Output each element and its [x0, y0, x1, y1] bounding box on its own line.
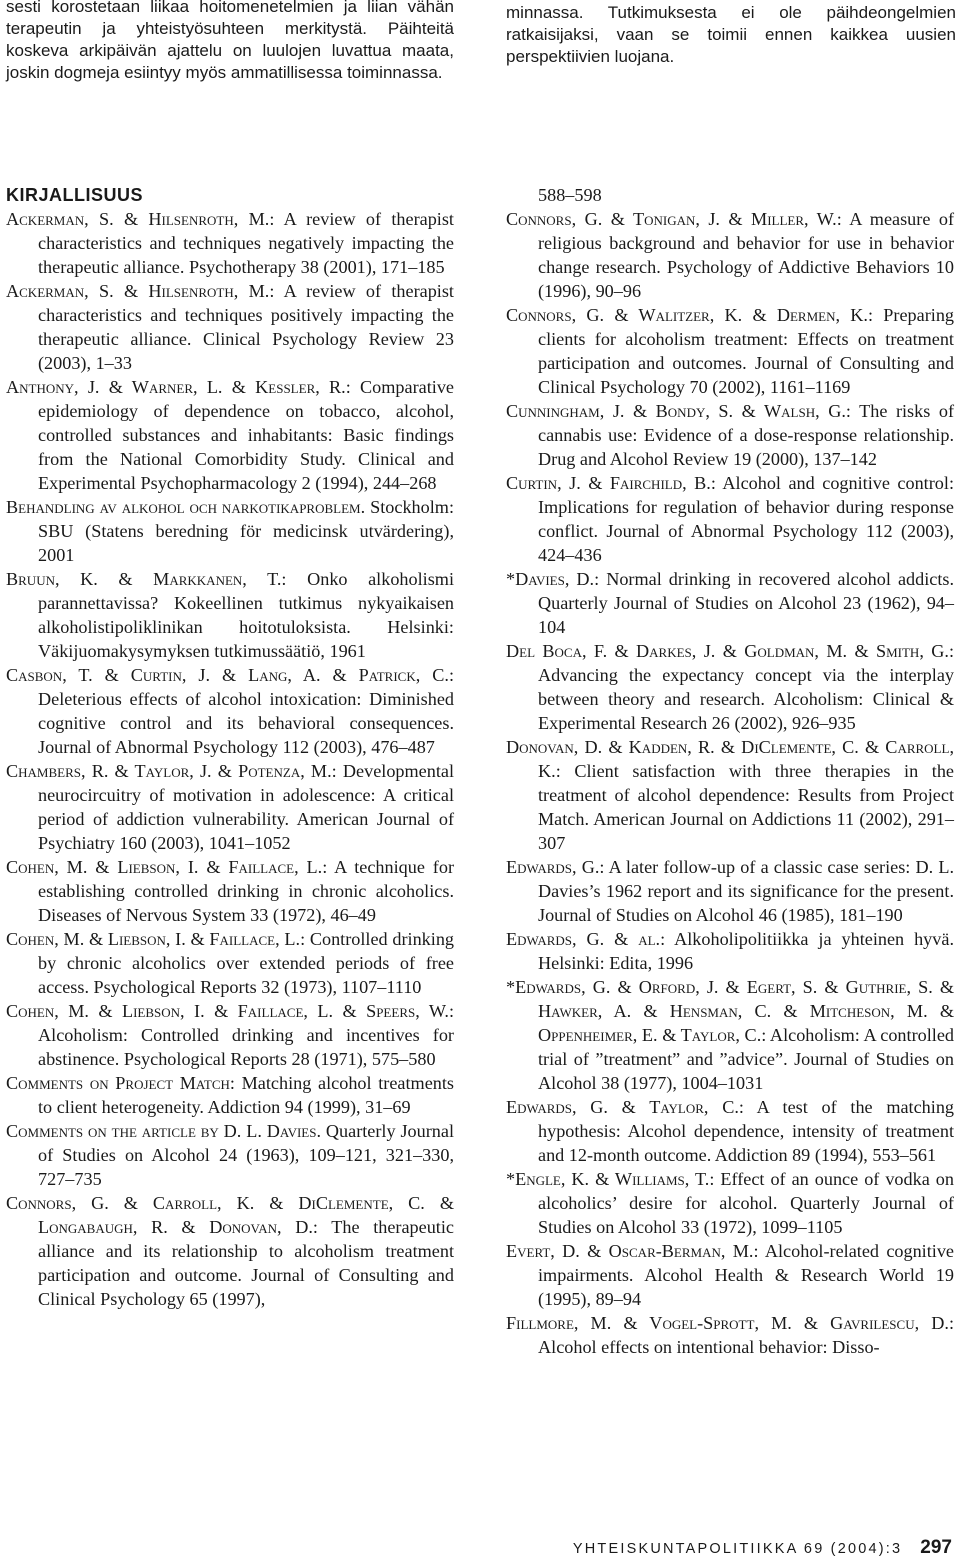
reference-authors: *Davies, D. — [506, 569, 595, 589]
reference-entry — [506, 975, 954, 1095]
reference-details: : A review of therapist characteristics and techniques negatively impacting the therapeutic alliance. Psychotherapy 38 (2001), 171–185 — [38, 209, 454, 277]
reference-details: : Alcohol effects on intentional behavior: Disso- — [538, 1313, 954, 1357]
reference-authors: Behandling av alkohol och narkotikaproblem — [6, 497, 361, 517]
reference-details: : The risks of cannabis use: Evidence of a dose-response relationship. Drug and Alcohol Review 19 (2000), 137–142 — [538, 401, 954, 469]
reference-authors: Fillmore, M. & Vogel-Sprott, M. & Gavrilescu, D. — [506, 1313, 949, 1333]
reference-entry — [506, 567, 954, 639]
reference-details: : Onko alkoholismi parannettavissa? Kokeellinen tutkimus nykyaikaisen alkoholistipoliklinikan hoitotuloksista. Helsinki: Väkijuomakysymyksen tutkimussäätiö, 1961 — [38, 569, 454, 661]
reference-entry — [6, 207, 454, 279]
reference-authors: Anthony, J. & Warner, L. & Kessler, R. — [6, 377, 346, 397]
reference-authors: Cohen, M. & Liebson, I. & Faillace, L. & Speers, W. — [6, 1001, 449, 1021]
reference-entry — [506, 207, 954, 303]
reference-authors: Evert, D. & Oscar-Berman, M. — [506, 1241, 754, 1261]
reference-continuation: 588–598 — [538, 185, 602, 205]
reference-details: : Controlled drinking by chronic alcoholics over extended periods of free access. Psychological Reports 32 (1973), 1107–1110 — [38, 929, 455, 997]
reference-entry — [6, 999, 454, 1071]
reference-entry — [506, 855, 954, 927]
reference-entry — [506, 1239, 954, 1311]
reference-entry — [6, 927, 454, 999]
reference-details: : A test of the matching hypothesis: Alcohol dependence, intensity of treatment and 12-month outcome. Addiction 89 (1994), 553–561 — [538, 1097, 955, 1165]
reference-entry — [6, 567, 454, 663]
reference-entry — [6, 495, 454, 567]
reference-authors: Connors, G. & Carroll, K. & DiClemente, C. & Longabaugh, R. & Donovan, D. — [6, 1193, 454, 1237]
reference-authors: Cunningham, J. & Bondy, S. & Walsh, G. — [506, 401, 846, 421]
reference-authors: Connors, G. & Tonigan, J. & Miller, W. — [506, 209, 837, 229]
reference-details: : The therapeutic alliance and its relationship to alcoholism treatment participation and outcome. Journal of Consulting and Clinical Psychology 65 (1997), — [38, 1217, 454, 1309]
reference-authors: Connors, G. & Walitzer, K. & Dermen, K. — [506, 305, 868, 325]
reference-details: : Preparing clients for alcoholism treatment: Effects on treatment participation and outcomes. Journal of Consulting and Clinical Psychology 70 (2002), 1161–1169 — [538, 305, 955, 397]
reference-details: : Advancing the expectancy concept via the interplay between theory and research. Alcoholism: Clinical & Experimental Research 26 (2002), 926–935 — [538, 641, 954, 733]
reference-authors: Curtin, J. & Fairchild, B. — [506, 473, 711, 493]
reference-details: : Deleterious effects of alcohol intoxication: Diminished cognitive control and its behavioral consequences. Journal of Abnormal Psychology 112 (2003), 476–487 — [38, 665, 454, 757]
reference-details: : A measure of religious background and behavior for use in behavior change research. Psychology of Addictive Behaviors 10 (1996), 90–96 — [538, 209, 955, 301]
reference-details: : Alcohol-related cognitive impairments. Alcohol Health & Research World 19 (1995), 89–94 — [538, 1241, 955, 1309]
reference-authors: Cohen, M. & Liebson, I. & Faillace, L. — [6, 929, 301, 949]
references-left-column — [6, 183, 454, 1311]
reference-entry — [6, 1119, 454, 1191]
reference-authors: Chambers, R. & Taylor, J. & Potenza, M. — [6, 761, 332, 781]
reference-details: : Client satisfaction with three therapies in the treatment of alcohol dependence: Results from Project Match. American Journal on Addictions 11 (2002), 291–307 — [538, 761, 954, 853]
reference-entry — [506, 1311, 954, 1359]
reference-authors: Ackerman, S. & Hilsenroth, M. — [6, 281, 270, 301]
reference-authors: Comments on the article by D. L. Davies — [6, 1121, 317, 1141]
reference-authors: *Engle, K. & Williams, T. — [506, 1169, 710, 1189]
intro-text-left: sesti korostetaan liikaa hoitomenetelmien ja liian vähän terapeutin ja yhteistyösuhteen merkitystä. Päihteitä koskeva arkipäivän ajattelu on luulojen luvattua maata, joskin dogmeja esiintyy myös ammatillisessa toiminnassa. — [6, 0, 454, 82]
references-right-column — [506, 183, 954, 1359]
reference-entry — [6, 663, 454, 759]
reference-details: : Comparative epidemiology of dependence on tobacco, alcohol, controlled substances and inhabitants: Basic findings from the National Comorbidity Study. Clinical and Experimental Psychopharmacology 2 (1994), 244–268 — [38, 377, 454, 493]
reference-entry — [6, 279, 454, 375]
page-number: 297 — [920, 1537, 952, 1558]
reference-details: : Normal drinking in recovered alcohol addicts. Quarterly Journal of Studies on Alcohol 23 (1962), 94–104 — [538, 569, 955, 637]
reference-entry — [506, 399, 954, 471]
reference-entry — [506, 471, 954, 567]
reference-authors: Cohen, M. & Liebson, I. & Faillace, L. — [6, 857, 323, 877]
reference-entry — [6, 855, 454, 927]
reference-entry — [506, 639, 954, 735]
reference-entry — [506, 1167, 954, 1239]
page-footer — [573, 1538, 952, 1559]
reference-details: : Alkoholipolitiikka ja yhteinen hyvä. Helsinki: Edita, 1996 — [538, 929, 954, 973]
reference-entry — [506, 303, 954, 399]
reference-details: : Matching alcohol treatments to client heterogeneity. Addiction 94 (1999), 31–69 — [38, 1073, 454, 1117]
intro-text-right: minnassa. Tutkimuksesta ei ole päihdeongelmien ratkaisijaksi, vaan se toimii ennen kaikkea uusien perspektiivien luojana. — [506, 3, 956, 66]
reference-details: : A review of therapist characteristics and techniques positively impacting the therapeutic alliance. Clinical Psychology Review 23 (2003), 1–33 — [38, 281, 454, 373]
reference-authors: Comments on Project Match — [6, 1073, 230, 1093]
reference-entry — [506, 1095, 954, 1167]
reference-entry — [6, 1071, 454, 1119]
reference-authors: Edwards, G. & al. — [506, 929, 661, 949]
reference-authors: Edwards, G. & Taylor, C. — [506, 1097, 739, 1117]
reference-details: : Effect of an ounce of vodka on alcoholics’ desire for alcohol. Quarterly Journal of Studies on Alcohol 33 (1972), 1099–1105 — [538, 1169, 954, 1237]
reference-authors: Bruun, K. & Markkanen, T. — [6, 569, 282, 589]
reference-entry — [6, 759, 454, 855]
reference-entry — [506, 927, 954, 975]
reference-details: : Alcoholism: A controlled trial of ”treatment” and ”advice”. Journal of Studies on Alcohol 38 (1977), 1004–1031 — [538, 1025, 954, 1093]
reference-authors: Edwards, G. — [506, 857, 600, 877]
journal-name: YHTEISKUNTAPOLITIIKKA 69 (2004):3 — [572, 1541, 903, 1557]
reference-details: : Alcohol and cognitive control: Implications for regulation of behavior during response conflict. Journal of Abnormal Psychology 112 (2003), 424–436 — [538, 473, 954, 565]
reference-authors: Casbon, T. & Curtin, J. & Lang, A. & Patrick, C. — [6, 665, 449, 685]
references-heading: KIRJALLISUUS — [6, 185, 144, 205]
reference-entry — [6, 1191, 454, 1311]
reference-authors: Donovan, D. & Kadden, R. & DiClemente, C. & Carroll, K. — [506, 737, 954, 781]
reference-details: : A technique for establishing controlled drinking in chronic alcoholics. Diseases of Nervous System 33 (1972), 46–49 — [38, 857, 454, 925]
reference-entry — [506, 735, 954, 855]
reference-entry — [6, 375, 454, 495]
reference-authors: *Edwards, G. & Orford, J. & Egert, S. & Guthrie, S. & Hawker, A. & Hensman, C. & Mitcheson, M. & Oppenheimer, E. & Taylor, C. — [506, 977, 954, 1045]
reference-details: . Quarterly Journal of Studies on Alcohol 24 (1963), 109–121, 321–330, 727–735 — [38, 1121, 454, 1189]
reference-details: : A later follow-up of a classic case series: D. L. Davies’s 1962 report and its significance for the present. Journal of Studies on Alcohol 46 (1985), 181–190 — [538, 857, 955, 925]
reference-authors: Del Boca, F. & Darkes, J. & Goldman, M. & Smith, G. — [506, 641, 949, 661]
reference-details: : Developmental neurocircuitry of motivation in adolescence: A critical period of addiction vulnerability. American Journal of Psychiatry 160 (2003), 1041–1052 — [38, 761, 454, 853]
reference-details: : Alcoholism: Controlled drinking and incentives for abstinence. Psychological Reports 28 (1971), 575–580 — [38, 1001, 454, 1069]
reference-authors: Ackerman, S. & Hilsenroth, M. — [6, 209, 270, 229]
reference-details: . Stockholm: SBU (Statens beredning för medicinsk utvärdering), 2001 — [38, 497, 454, 565]
